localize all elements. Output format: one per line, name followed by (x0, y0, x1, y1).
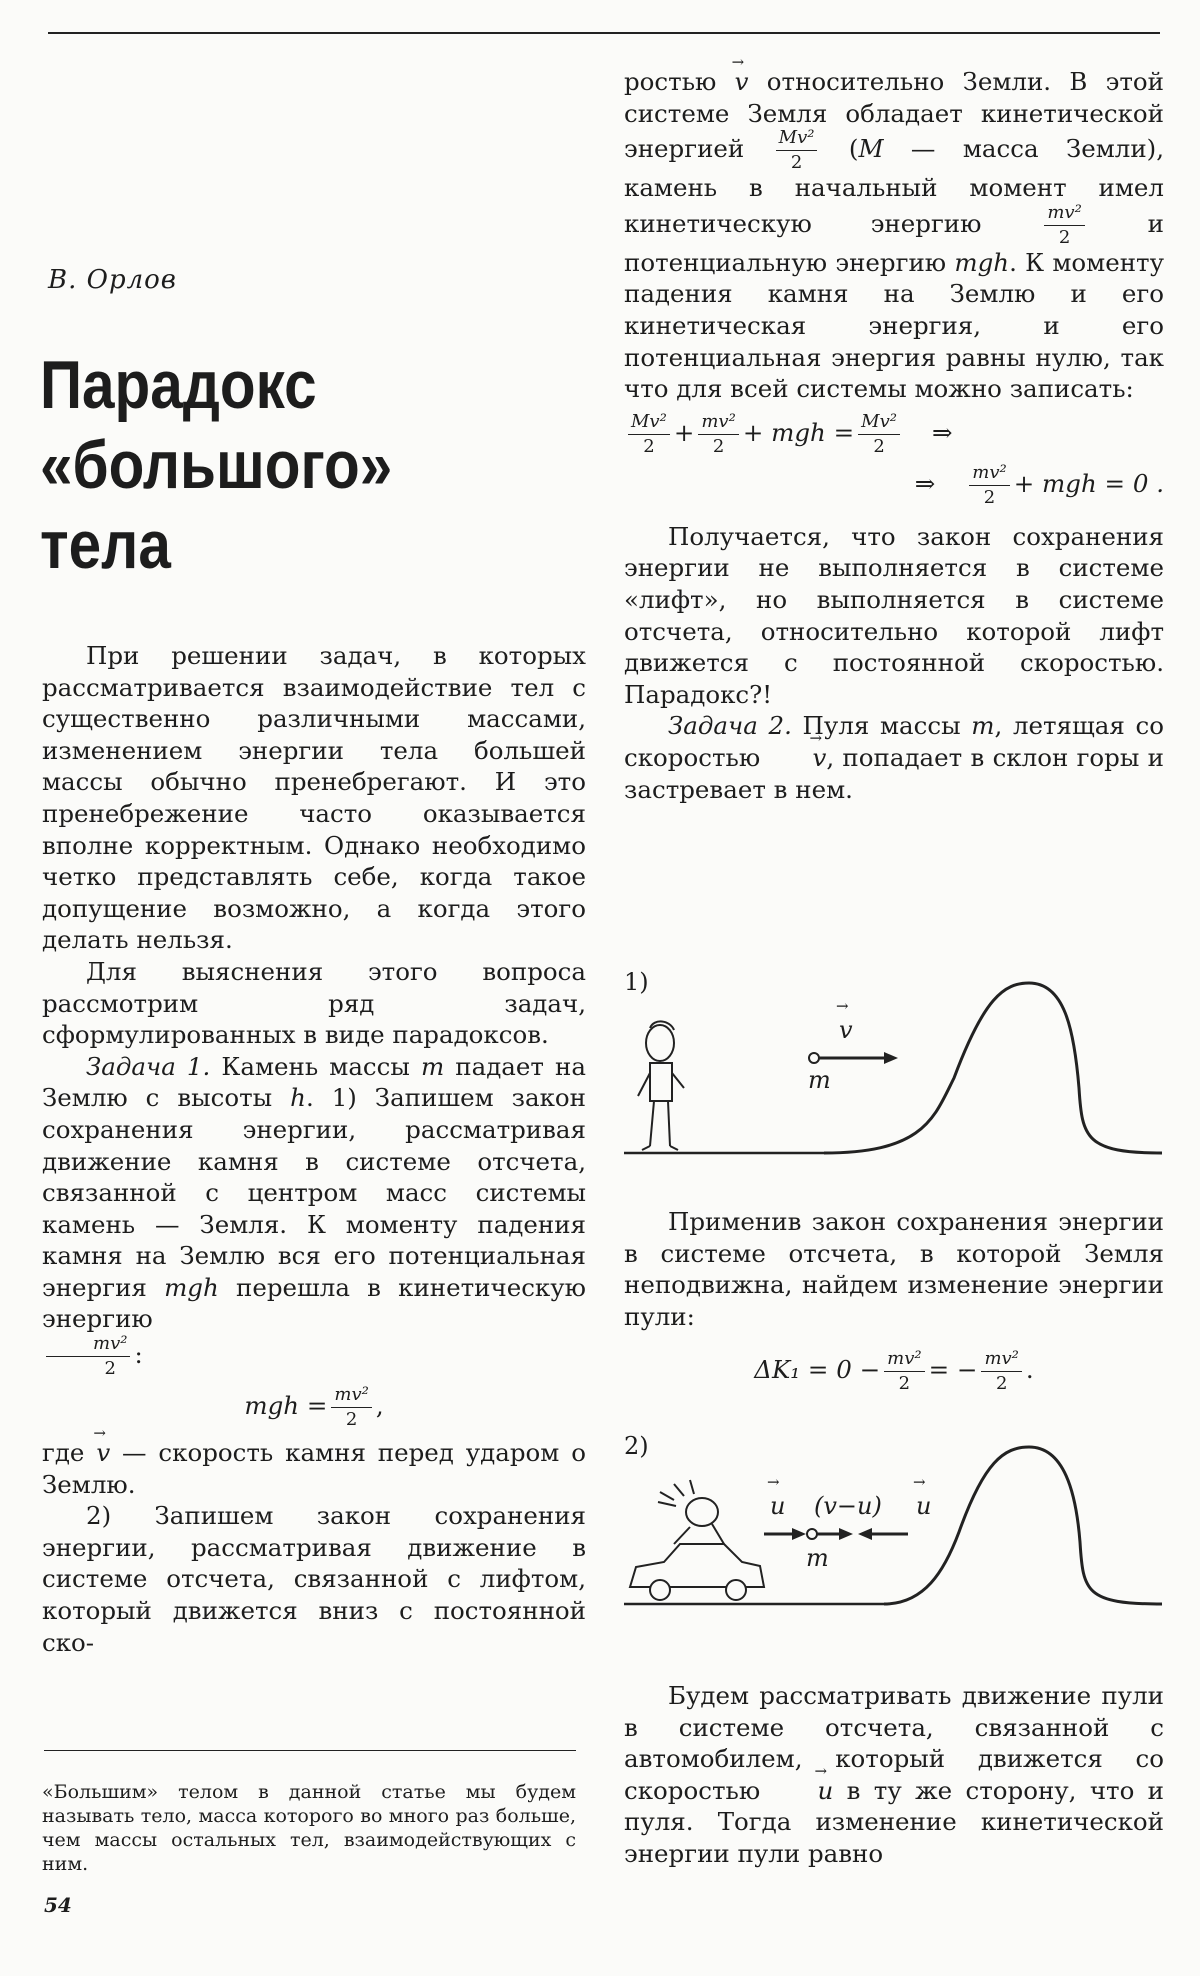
diagram-2 (624, 1432, 1164, 1622)
title-line: тела (40, 507, 171, 583)
boy-figure (638, 1021, 684, 1150)
diagram-1-drawing (624, 968, 1164, 1168)
top-rule (48, 32, 1160, 34)
footnote: «Большим» телом в данной статье мы будем называть тело, масса которого во много раз больше, чем массы остальных тел, взаимодействующих с ним. (42, 1781, 576, 1875)
paragraph-lift: 2) Запишем закон сохранения энергии, рассматривая движение в системе отсчета, связанной с лифтом, который движется вниз с постоянной ско- (42, 1501, 586, 1657)
bullet (807, 1529, 817, 1539)
paragraph-task2: Задача 2. Пуля массы m, летящая со скоростью → v, попадает в склон горы и застревает в нем. (624, 710, 1164, 805)
vu-label: (v−u) (814, 1492, 882, 1520)
right-column (624, 66, 1164, 805)
fraction-mv2-over-2: $\frac{\text{mv²}}{2}$ (1044, 204, 1084, 247)
task1-label: Задача 1. (86, 1051, 211, 1081)
diagram-1 (624, 968, 1164, 1168)
paragraph-car-frame: Будем рассматривать движение пули в системе отсчета, связанной с автомобилем, который движется со скоростью → u в ту же сторону, что и пуля. Тогда изменение кинетической энергии пули равно (624, 1680, 1164, 1870)
footnote-rule (44, 1750, 576, 1751)
fraction-mv2-over-2: $\frac{\text{mv²}}{2}$ (46, 1335, 130, 1378)
m-label: m (806, 1544, 829, 1572)
page-number: 54 (44, 1893, 72, 1917)
right-column-middle (624, 1206, 1164, 1401)
title-line: Парадокс (40, 347, 317, 423)
vector-v: → v (96, 1437, 110, 1469)
u-label: → u (770, 1492, 785, 1520)
right-column-bottom (624, 1680, 1164, 1870)
fraction-Mv2-over-2: $\frac{\text{Mv²}}{2}$ (776, 129, 818, 172)
equation-delta-k1: ΔK₁ = 0 − $\frac{\text{mv²}}{2}$ = − $\frac{\text{mv²}}{2}$ . (754, 1348, 1034, 1395)
vector-v: → v (735, 66, 749, 98)
paragraph-paradoxes: Для выяснения этого вопроса рассмотрим ряд задач, сформулированных в виде парадоксов. (42, 956, 586, 1050)
car-with-driver (630, 1480, 764, 1600)
v-label: → v (839, 1016, 853, 1044)
task2-label: Задача 2. (668, 711, 792, 741)
diagram-1-label: 1) (624, 968, 649, 996)
equation-lift-2: ⇒ $\frac{\text{mv²}}{2}$ + mgh = 0 . (914, 461, 1164, 508)
article-title (40, 345, 418, 585)
diagram-2-drawing (624, 1432, 1164, 1622)
paragraph-lift-cont: ростью → v относительно Земли. В этой системе Земля обладает кинетической энергией $\frac{\text{Mv²}}{2}$ (M — масса Земли), камень в начальный момент имел кинетическую энергию $\frac{\text{mv²}}{2}$ и потенциальную энергию mgh. К моменту падения камня на Землю и его кинетическая энергия, и его потенциальная энергия равны нулю, так что для всей системы можно записать: (624, 66, 1164, 405)
paragraph-intro: При решении задач, в которых рассматривается взаимодействие тел с существенно различными массами, изменением энергии тела большей массы обычно пренебрегают. И это пренебрежение часто оказывается вполне корректным. Однако необходимо четко представлять себе, когда такое допущение возможно, а когда этого делать нельзя. (42, 641, 586, 955)
bullet (809, 1053, 819, 1063)
equation-energy-cm: mgh = $\frac{\text{mv²}}{2}$ , (244, 1384, 384, 1431)
title-line: «большого» (40, 427, 393, 503)
paragraph-energy-earth: Применив закон сохранения энергии в системе отсчета, в которой Земля неподвижна, найдем изменение энергии пули: (624, 1207, 1164, 1331)
diagram-2-label: 2) (624, 1432, 649, 1460)
vector-v: → v (768, 742, 826, 774)
left-column (42, 640, 586, 1658)
hill-curve (824, 983, 1162, 1153)
hill-curve (884, 1447, 1162, 1604)
equation-lift-1: $\frac{\text{Mv²}}{2}$ + $\frac{\text{mv²}}{2}$ + mgh = $\frac{\text{Mv²}}{2}$ ⇒ (624, 413, 1164, 456)
u2-label: → u (916, 1492, 931, 1520)
paragraph-where-v: где → v — скорость камня перед ударом о Землю. (42, 1437, 586, 1500)
paragraph-paradox: Получается, что закон сохранения энергии не выполняется в системе «лифт», но выполняется в системе отсчета, относительно которой лифт движется с постоянной скоростью. Парадокс?! (624, 521, 1164, 709)
m-label: m (808, 1066, 831, 1094)
paragraph-task1: Задача 1. Камень массы m падает на Землю с высоты h. 1) Запишем закон сохранения энергии, рассматривая движение камня в системе отсчета, связанной с центром масс системы камень — Земля. К моменту падения камня на Землю вся его потенциальная энергия mgh перешла в кинетическую энергию $\frac{\text{mv²}}{2}$ : (42, 1051, 586, 1380)
author: В. Орлов (48, 265, 177, 295)
vector-u: → u (774, 1775, 834, 1807)
